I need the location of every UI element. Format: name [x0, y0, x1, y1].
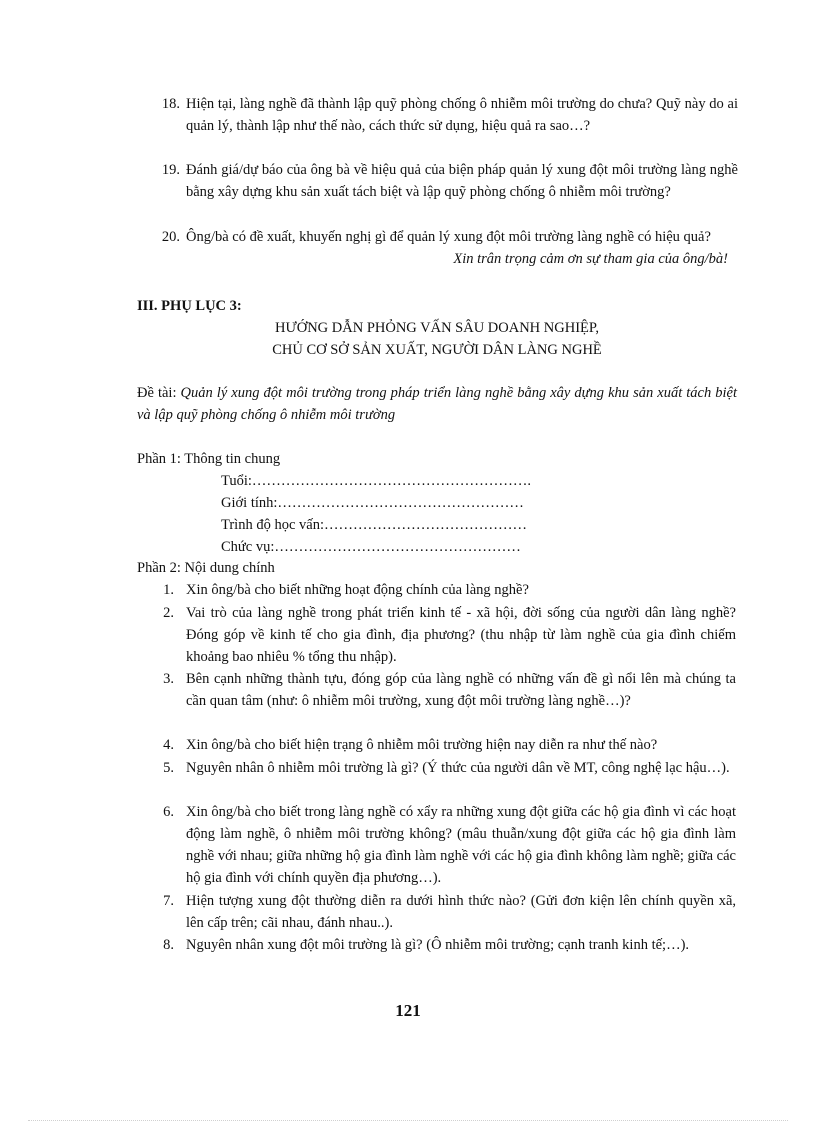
- page-number: 121: [395, 1001, 421, 1020]
- part-2-title: Phần 2: Nội dung chính: [137, 560, 275, 576]
- question-5: [163, 757, 736, 779]
- question-7: [163, 890, 736, 934]
- part-1-title: Phần 1: Thông tin chung: [137, 451, 281, 467]
- question-text: Đánh giá/dự báo của ông bà về hiệu quả của biện pháp quản lý xung đột môi trường làng nghề bằng xây dựng khu sản xuất tách biệt và lập quỹ phòng chống ô nhiễm môi trường?: [186, 162, 738, 200]
- question-1: [163, 579, 736, 601]
- guide-title-line-2: CHỦ CƠ SỞ SẢN XUẤT, NGƯỜI DÂN LÀNG NGHỀ: [272, 342, 602, 358]
- question-number: 20.: [161, 229, 180, 245]
- question-number: 8.: [163, 937, 174, 953]
- question-number: 7.: [163, 893, 174, 909]
- question-2: [163, 602, 736, 668]
- question-text: Nguyên nhân xung đột môi trường là gì? (Ô nhiễm môi trường; cạnh tranh kinh tế;…).: [186, 937, 690, 953]
- question-text: Ông/bà có đề xuất, khuyến nghị gì để quản lý xung đột môi trường làng nghề có hiệu quả?: [186, 229, 711, 245]
- question-number: 2.: [163, 605, 174, 621]
- question-3: [163, 668, 736, 712]
- question-number: 1.: [163, 582, 174, 598]
- question-text: Vai trò của làng nghề trong phát triển kinh tế - xã hội, đời sống của người dân làng nghề? Đóng góp về kinh tế cho gia đình, địa phương? (thu nhập từ làm nghề của gia đình chiếm khoảng bao nhiêu % tổng thu nhập).: [186, 605, 736, 665]
- topic: [137, 382, 737, 426]
- question-19: [161, 159, 738, 203]
- question-number: 18.: [161, 96, 180, 112]
- question-6: [163, 801, 736, 889]
- question-4: [163, 734, 736, 756]
- question-number: 6.: [163, 804, 174, 820]
- field-education: Trình độ học vấn:……………………………………: [221, 517, 527, 533]
- question-number: 3.: [163, 671, 174, 687]
- question-text: Xin ông/bà cho biết những hoạt động chính của làng nghề?: [186, 582, 529, 598]
- field-gender: Giới tính:……………………………………………: [221, 495, 524, 511]
- question-18: [161, 93, 738, 137]
- page-bottom-rule: [28, 1120, 788, 1121]
- question-20: [161, 226, 738, 248]
- thanks-note: Xin trân trọng cảm ơn sự tham gia của ông/bà!: [453, 251, 728, 267]
- question-text: Bên cạnh những thành tựu, đóng góp của làng nghề có những vấn đề gì nổi lên mà chúng ta cần quan tâm (như: ô nhiễm môi trường, xung đột môi trường làng nghề…)?: [186, 671, 736, 709]
- question-text: Xin ông/bà cho biết hiện trạng ô nhiễm môi trường hiện nay diễn ra như thế nào?: [186, 737, 658, 753]
- field-age: Tuổi:………………………………………………….: [221, 473, 532, 489]
- topic-label: Đề tài:: [137, 385, 177, 401]
- question-number: 19.: [161, 162, 180, 178]
- question-8: [163, 934, 736, 956]
- question-number: 5.: [163, 760, 174, 776]
- question-text: Xin ông/bà cho biết trong làng nghề có xẩy ra những xung đột giữa các hộ gia đình vì các hoạt động làm nghề, ô nhiễm môi trường không? (mâu thuẫn/xung đột giữa các hộ gia đình làm nghề với nhau; giữa những hộ gia đình làm nghề với các hộ gia đình không làm nghề; giữa các hộ gia đình với chính quyền địa phương…).: [186, 804, 736, 886]
- question-number: 4.: [163, 737, 174, 753]
- section-title: III. PHỤ LỤC 3:: [137, 298, 242, 314]
- question-text: Nguyên nhân ô nhiễm môi trường là gì? (Ý thức của người dân về MT, công nghệ lạc hậu…).: [186, 760, 730, 776]
- topic-text: Quản lý xung đột môi trường trong pháp triển làng nghề bằng xây dựng khu sản xuất tách biệt và lập quỹ phòng chống ô nhiễm môi trường: [137, 385, 738, 423]
- question-text: Hiện tượng xung đột thường diễn ra dưới hình thức nào? (Gửi đơn kiện lên chính quyền xã, lên cấp trên; cãi nhau, đánh nhau..).: [186, 893, 736, 931]
- question-text: Hiện tại, làng nghề đã thành lập quỹ phòng chống ô nhiễm môi trường do chưa? Quỹ này do ai quản lý, thành lập như thế nào, cách thức sử dụng, hiệu quả ra sao…?: [186, 96, 738, 134]
- field-position: Chức vụ:……………………………………………: [221, 539, 521, 555]
- guide-title-line-1: HƯỚNG DẪN PHỎNG VẤN SÂU DOANH NGHIỆP,: [275, 320, 599, 336]
